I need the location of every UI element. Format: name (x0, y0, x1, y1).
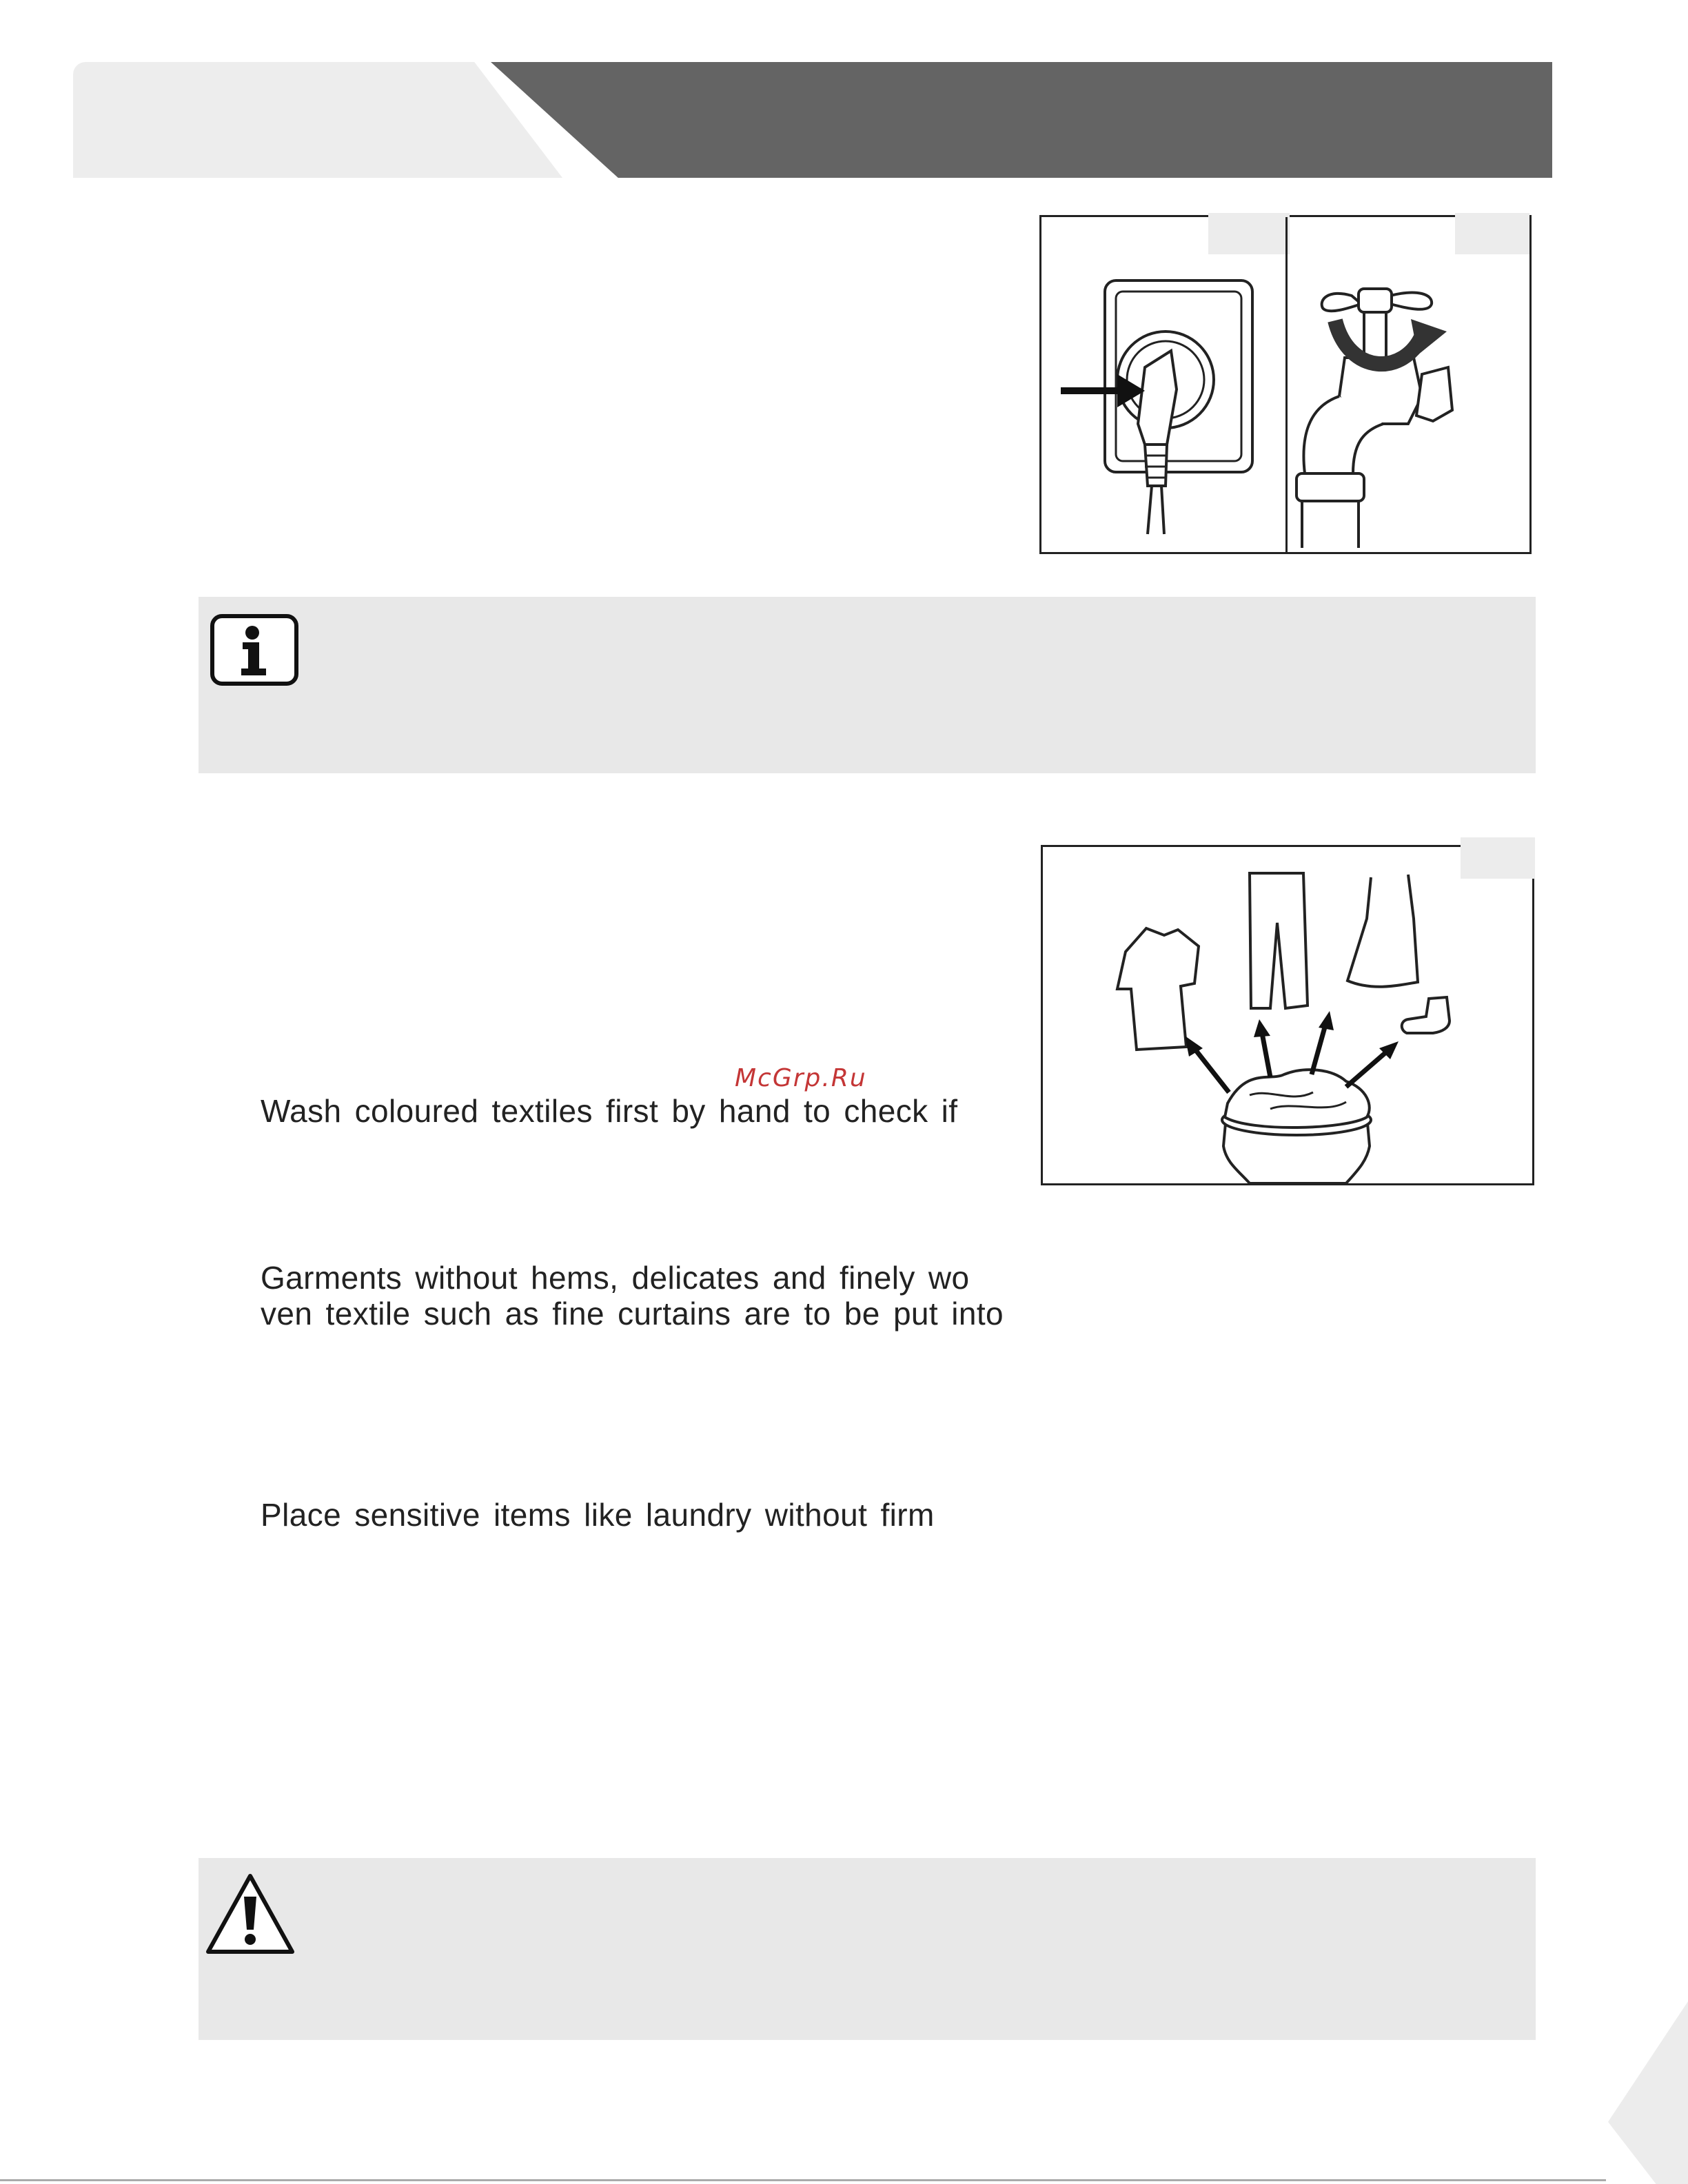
header-tab-dark (491, 62, 1552, 178)
paragraph-garments-line-2: ven textile such as fine curtains are to be put into (261, 1296, 1004, 1331)
warning-icon (204, 1872, 296, 1957)
watermark-text: McGrp.Ru (735, 1064, 867, 1092)
paragraph-place-sensitive: Place sensitive items like laundry without firm (261, 1497, 935, 1533)
warning-notice-panel (199, 1858, 1536, 2040)
paragraph-wash-coloured: Wash coloured textiles first by hand to check if (261, 1093, 958, 1129)
info-notice-panel (199, 597, 1536, 773)
plug-socket-illustration (1041, 217, 1529, 552)
header-tab-light (73, 62, 562, 178)
figure-sorting-laundry (1041, 845, 1534, 1185)
page-corner-tab (1608, 2001, 1688, 2184)
laundry-sorting-illustration (1043, 847, 1532, 1183)
paragraph-garments-line-1: Garments without hems, delicates and finely wo (261, 1260, 970, 1296)
info-icon (210, 613, 299, 689)
figure-plug-and-tap (1039, 215, 1532, 554)
bottom-rule (0, 2179, 1606, 2181)
